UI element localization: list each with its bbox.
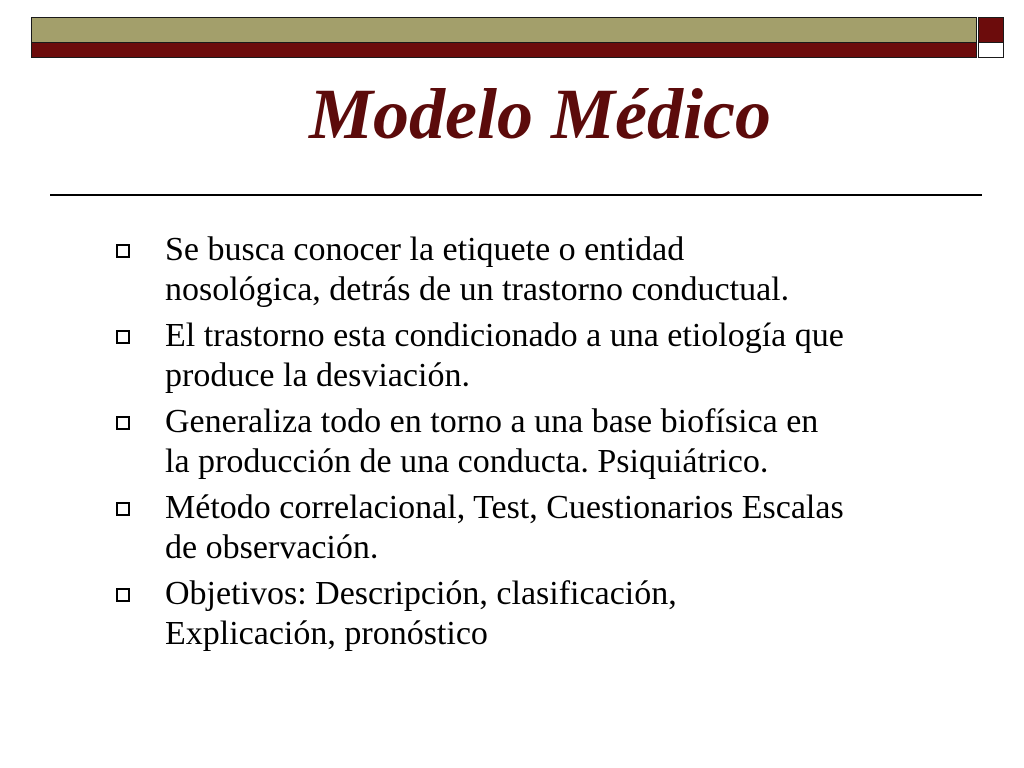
bullet-line: la producción de una conducta. Psiquiátrico.: [165, 443, 769, 480]
hollow-square-bullet-icon: [116, 416, 130, 430]
maroon-header-band: [31, 42, 977, 58]
bullet-item: [0, 230, 1024, 310]
bullet-line: Generaliza todo en torno a una base biofísica en: [165, 403, 819, 440]
bullet-line: El trastorno esta condicionado a una etiología que: [165, 317, 844, 354]
bullet-item: [0, 574, 1024, 654]
bullet-item: [0, 316, 1024, 396]
bullet-line: Explicación, pronóstico: [165, 615, 488, 652]
slide-title: Modelo Médico: [309, 74, 771, 154]
bullet-line: de observación.: [165, 529, 379, 566]
hollow-square-bullet-icon: [116, 330, 130, 344]
title-divider: [50, 194, 982, 196]
hollow-square-bullet-icon: [116, 588, 130, 602]
bullet-line: nosológica, detrás de un trastorno conductual.: [165, 271, 790, 308]
hollow-square-bullet-icon: [116, 502, 130, 516]
olive-header-band: [31, 17, 977, 43]
hollow-square-bullet-icon: [116, 244, 130, 258]
bullet-item: [0, 488, 1024, 568]
bullet-line: produce la desviación.: [165, 357, 470, 394]
bullet-line: Objetivos: Descripción, clasificación,: [165, 575, 677, 612]
corner-square-maroon: [978, 17, 1004, 43]
bullet-list: [0, 230, 1024, 660]
bullet-item: [0, 402, 1024, 482]
corner-square-white: [978, 42, 1004, 58]
bullet-line: Se busca conocer la etiquete o entidad: [165, 231, 685, 268]
bullet-line: Método correlacional, Test, Cuestionarios Escalas: [165, 489, 844, 526]
